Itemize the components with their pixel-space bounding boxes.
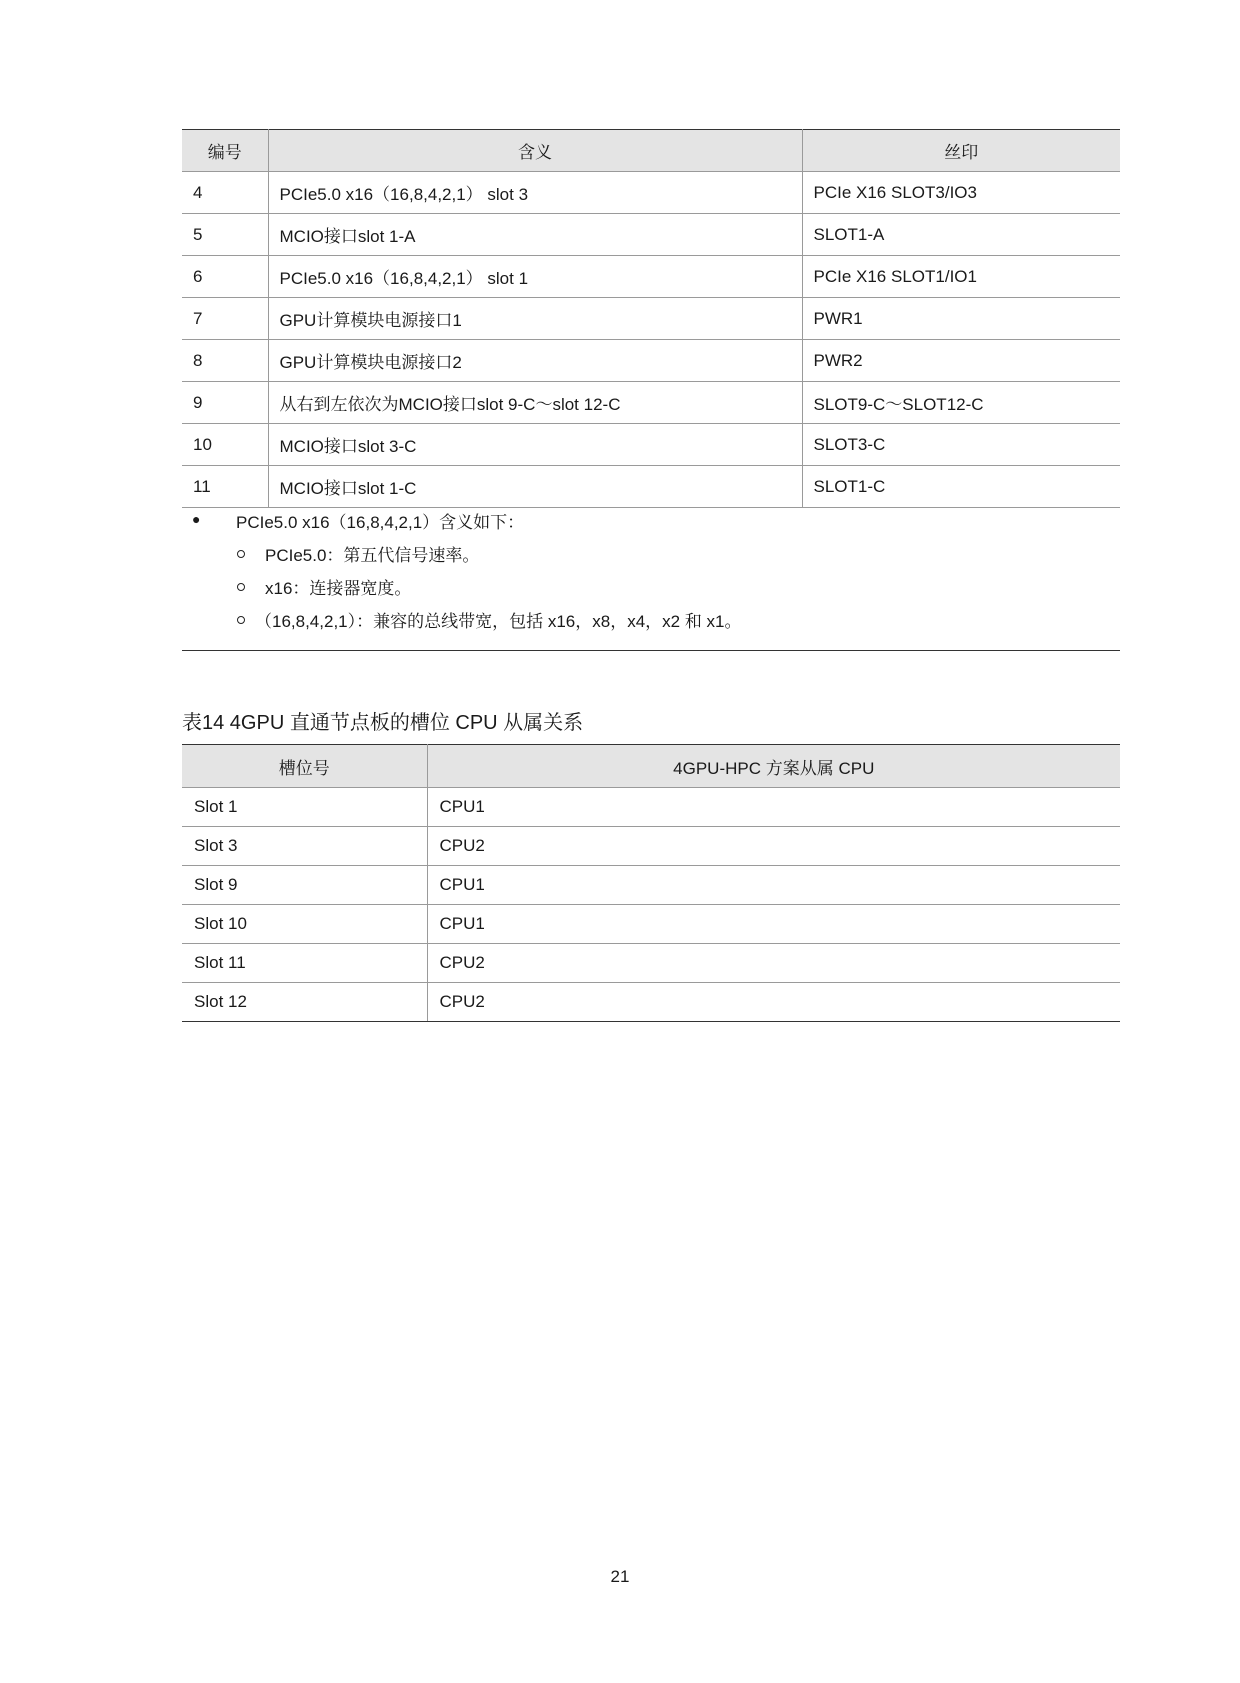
cell-slot: Slot 12 (182, 983, 427, 1022)
table-row (182, 827, 1120, 866)
table-header-row (182, 745, 1120, 788)
header-slot: 槽位号 (182, 745, 427, 788)
cell-silkscreen: SLOT3-C (802, 424, 1120, 466)
cell-number: 5 (182, 214, 268, 256)
header-cpu: 4GPU-HPC 方案从属 CPU (427, 745, 1120, 788)
cell-number: 8 (182, 340, 268, 382)
header-meaning: 含义 (268, 130, 802, 172)
table-row (182, 172, 1120, 214)
cell-cpu: CPU1 (427, 788, 1120, 827)
header-silkscreen: 丝印 (802, 130, 1120, 172)
bullet-dot: ● (192, 511, 201, 527)
cell-meaning: GPU计算模块电源接口2 (268, 340, 802, 382)
circle-bullet (237, 616, 245, 624)
cell-meaning: 从右到左依次为MCIO接口slot 9-C～slot 12-C (268, 382, 802, 424)
circle-bullet (237, 550, 245, 558)
cell-meaning: GPU计算模块电源接口1 (268, 298, 802, 340)
cell-cpu: CPU1 (427, 905, 1120, 944)
table-header-row (182, 130, 1120, 172)
cell-silkscreen: SLOT1-A (802, 214, 1120, 256)
table-caption: 表14 4GPU 直通节点板的槽位 CPU 从属关系 (182, 712, 584, 734)
cell-meaning: PCIe5.0 x16（16,8,4,2,1） slot 3 (268, 172, 802, 214)
cell-cpu: CPU1 (427, 866, 1120, 905)
note-main: PCIe5.0 x16（16,8,4,2,1）含义如下： (236, 513, 525, 532)
cell-slot: Slot 3 (182, 827, 427, 866)
cell-slot: Slot 11 (182, 944, 427, 983)
table-row (182, 944, 1120, 983)
cell-meaning: MCIO接口slot 1-C (268, 466, 802, 508)
cell-slot: Slot 9 (182, 866, 427, 905)
cell-slot: Slot 10 (182, 905, 427, 944)
table-row (182, 214, 1120, 256)
cell-slot: Slot 1 (182, 788, 427, 827)
note-item: PCIe5.0：第五代信号速率。 (265, 546, 480, 565)
notes-section (182, 508, 1120, 651)
cell-cpu: CPU2 (427, 944, 1120, 983)
cell-meaning: MCIO接口slot 1-A (268, 214, 802, 256)
cell-number: 7 (182, 298, 268, 340)
table-row (182, 256, 1120, 298)
cell-silkscreen: SLOT1-C (802, 466, 1120, 508)
interface-table (182, 129, 1120, 508)
cell-meaning: PCIe5.0 x16（16,8,4,2,1） slot 1 (268, 256, 802, 298)
table-row (182, 466, 1120, 508)
header-number: 编号 (182, 130, 268, 172)
table-row (182, 298, 1120, 340)
table-row (182, 424, 1120, 466)
note-item: （16,8,4,2,1）：兼容的总线带宽，包括 x16，x8，x4，x2 和 x1。 (255, 612, 742, 631)
cell-silkscreen: PWR2 (802, 340, 1120, 382)
cell-cpu: CPU2 (427, 983, 1120, 1022)
table-row (182, 788, 1120, 827)
cell-silkscreen: PCIe X16 SLOT3/IO3 (802, 172, 1120, 214)
page-number: 21 (610, 1567, 630, 1586)
cell-meaning: MCIO接口slot 3-C (268, 424, 802, 466)
cell-number: 4 (182, 172, 268, 214)
cell-number: 11 (182, 466, 268, 508)
cell-number: 10 (182, 424, 268, 466)
cell-number: 9 (182, 382, 268, 424)
cell-silkscreen: PCIe X16 SLOT1/IO1 (802, 256, 1120, 298)
cell-silkscreen: SLOT9-C～SLOT12-C (802, 382, 1120, 424)
slot-cpu-table (182, 744, 1120, 1022)
cell-silkscreen: PWR1 (802, 298, 1120, 340)
cell-number: 6 (182, 256, 268, 298)
table-row (182, 382, 1120, 424)
table-row (182, 905, 1120, 944)
cell-cpu: CPU2 (427, 827, 1120, 866)
note-item: x16：连接器宽度。 (265, 579, 412, 598)
table-row (182, 866, 1120, 905)
circle-bullet (237, 583, 245, 591)
table-row (182, 340, 1120, 382)
table-row (182, 983, 1120, 1022)
